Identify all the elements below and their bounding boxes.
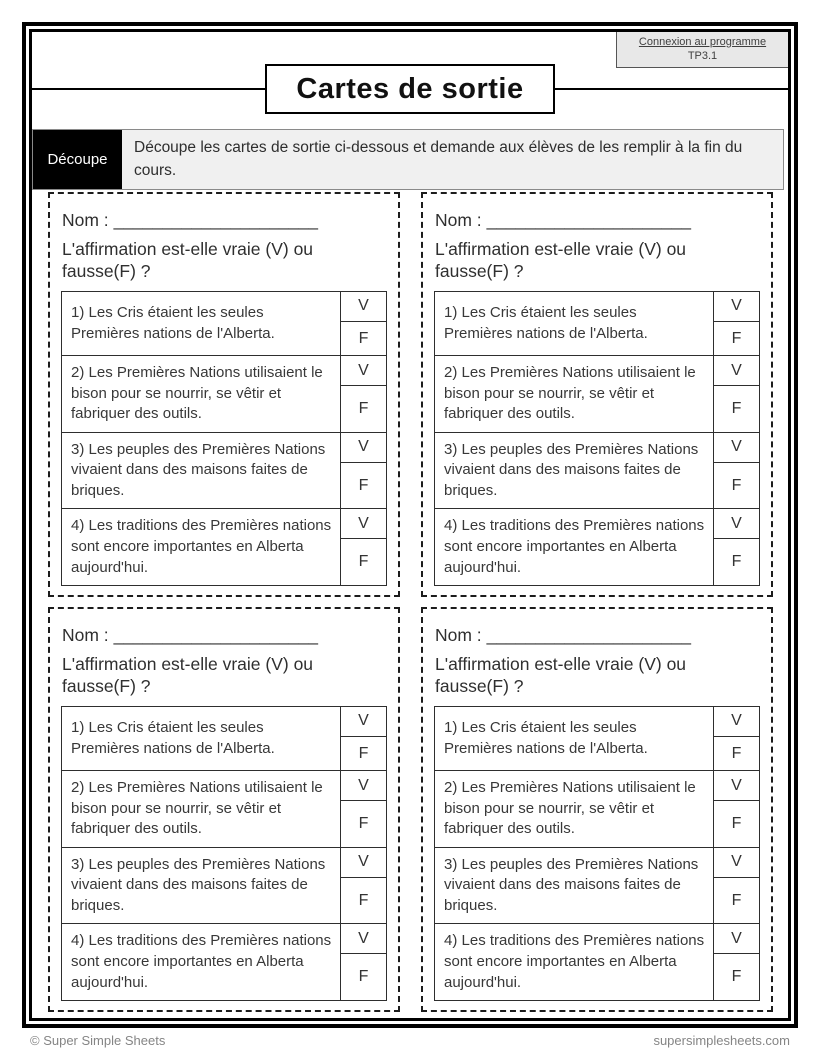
question-row xyxy=(62,770,386,847)
true-cell: V xyxy=(714,509,759,539)
exit-card xyxy=(421,192,773,597)
vf-column xyxy=(340,509,386,585)
vf-column xyxy=(340,771,386,847)
name-label: Nom : xyxy=(435,210,482,230)
question-table xyxy=(61,706,387,1001)
name-blank: _____________________ xyxy=(486,625,691,645)
name-label: Nom : xyxy=(435,625,482,645)
name-line xyxy=(435,210,759,231)
true-cell: V xyxy=(714,771,759,801)
name-blank: _____________________ xyxy=(113,625,318,645)
false-cell: F xyxy=(358,891,369,909)
name-line xyxy=(435,625,759,646)
title-section xyxy=(32,64,788,114)
vf-column xyxy=(340,292,386,356)
page-title: Cartes de sortie xyxy=(265,64,555,114)
exit-card xyxy=(421,607,773,1012)
footer-copyright: © Super Simple Sheets xyxy=(30,1033,166,1048)
question-statement: 4) Les traditions des Premières nations sont encore importantes en Alberta aujourd'hui. xyxy=(71,517,332,576)
program-connection-box xyxy=(616,32,788,68)
question-row xyxy=(435,432,759,509)
false-cell: F xyxy=(731,476,742,494)
question-row xyxy=(435,508,759,585)
prompt-text: L'affirmation est-elle vraie (V) ou fausse(F) ? xyxy=(435,239,687,282)
false-cell: F xyxy=(731,553,742,571)
false-cell: F xyxy=(358,553,369,571)
true-cell: V xyxy=(341,509,386,539)
name-blank: _____________________ xyxy=(113,210,318,230)
true-cell: V xyxy=(341,924,386,954)
question-row xyxy=(435,923,759,1000)
question-statement: 2) Les Premières Nations utilisaient le bison pour se nourrir, se vêtir et fabriquer des outils. xyxy=(71,779,323,838)
question-row xyxy=(435,707,759,771)
question-statement: 1) Les Cris étaient les seules Premières nations de l'Alberta. xyxy=(444,718,648,757)
false-cell: F xyxy=(731,815,742,833)
sheet-inner-frame xyxy=(29,29,791,1021)
program-connection-link[interactable]: Connexion au programme xyxy=(638,36,767,48)
false-cell: F xyxy=(731,744,742,762)
question-statement: 3) Les peuples des Premières Nations vivaient dans des maisons faites de briques. xyxy=(71,440,326,499)
question-row xyxy=(435,770,759,847)
question-statement: 2) Les Premières Nations utilisaient le bison pour se nourrir, se vêtir et fabriquer des outils. xyxy=(444,779,696,838)
exit-card xyxy=(48,607,400,1012)
exit-card xyxy=(48,192,400,597)
question-row xyxy=(62,292,386,356)
question-statement: 2) Les Premières Nations utilisaient le bison pour se nourrir, se vêtir et fabriquer des outils. xyxy=(444,364,696,423)
false-cell: F xyxy=(358,968,369,986)
question-row xyxy=(435,847,759,924)
true-cell: V xyxy=(714,707,759,737)
prompt-text: L'affirmation est-elle vraie (V) ou fausse(F) ? xyxy=(435,654,687,697)
question-statement: 3) Les peuples des Premières Nations vivaient dans des maisons faites de briques. xyxy=(71,855,326,914)
program-code: TP3.1 xyxy=(687,49,718,62)
vf-column xyxy=(340,707,386,771)
false-cell: F xyxy=(731,891,742,909)
name-label: Nom : xyxy=(62,625,109,645)
true-cell: V xyxy=(341,848,386,878)
footer xyxy=(30,1033,790,1048)
name-line xyxy=(62,210,386,231)
name-blank: _____________________ xyxy=(486,210,691,230)
question-table xyxy=(434,291,760,586)
true-cell: V xyxy=(714,924,759,954)
question-row xyxy=(62,432,386,509)
question-table xyxy=(61,291,387,586)
question-statement: 2) Les Premières Nations utilisaient le bison pour se nourrir, se vêtir et fabriquer des outils. xyxy=(71,364,323,423)
question-row xyxy=(435,292,759,356)
question-statement: 4) Les traditions des Premières nations sont encore importantes en Alberta aujourd'hui. xyxy=(71,932,332,991)
true-cell: V xyxy=(341,771,386,801)
vf-column xyxy=(713,292,759,356)
cut-label: Découpe xyxy=(33,130,122,189)
name-line xyxy=(62,625,386,646)
question-row xyxy=(435,355,759,432)
false-cell: F xyxy=(358,744,369,762)
false-cell: F xyxy=(731,400,742,418)
vf-column xyxy=(340,356,386,432)
question-table xyxy=(434,706,760,1001)
vf-column xyxy=(340,924,386,1000)
question-statement: 1) Les Cris étaient les seules Premières nations de l'Alberta. xyxy=(71,303,275,342)
true-cell: V xyxy=(714,433,759,463)
false-cell: F xyxy=(358,329,369,347)
vf-column xyxy=(713,433,759,509)
vf-column xyxy=(713,509,759,585)
instruction-text: Découpe les cartes de sortie ci-dessous et demande aux élèves de les remplir à la fin du cours. xyxy=(134,139,743,180)
prompt-text: L'affirmation est-elle vraie (V) ou fausse(F) ? xyxy=(62,654,314,697)
vf-column xyxy=(340,848,386,924)
false-cell: F xyxy=(731,329,742,347)
true-cell: V xyxy=(341,292,386,322)
vf-column xyxy=(340,433,386,509)
vf-column xyxy=(713,924,759,1000)
question-statement: 1) Les Cris étaient les seules Premières nations de l'Alberta. xyxy=(71,718,275,757)
question-statement: 3) Les peuples des Premières Nations vivaient dans des maisons faites de briques. xyxy=(444,855,699,914)
false-cell: F xyxy=(358,476,369,494)
vf-column xyxy=(713,771,759,847)
question-row xyxy=(62,355,386,432)
vf-column xyxy=(713,707,759,771)
footer-website: supersimplesheets.com xyxy=(653,1033,790,1048)
prompt-text: L'affirmation est-elle vraie (V) ou fausse(F) ? xyxy=(62,239,314,282)
true-cell: V xyxy=(341,707,386,737)
true-cell: V xyxy=(341,356,386,386)
true-cell: V xyxy=(714,356,759,386)
question-statement: 3) Les peuples des Premières Nations vivaient dans des maisons faites de briques. xyxy=(444,440,699,499)
sheet-outer-frame xyxy=(22,22,798,1028)
question-statement: 4) Les traditions des Premières nations sont encore importantes en Alberta aujourd'hui. xyxy=(444,517,705,576)
true-cell: V xyxy=(341,433,386,463)
false-cell: F xyxy=(731,968,742,986)
question-row xyxy=(62,847,386,924)
true-cell: V xyxy=(714,848,759,878)
name-label: Nom : xyxy=(62,210,109,230)
false-cell: F xyxy=(358,815,369,833)
cards-grid xyxy=(48,192,773,1012)
question-statement: 4) Les traditions des Premières nations sont encore importantes en Alberta aujourd'hui. xyxy=(444,932,705,991)
vf-column xyxy=(713,848,759,924)
instruction-bar xyxy=(32,129,784,190)
true-cell: V xyxy=(714,292,759,322)
question-row xyxy=(62,923,386,1000)
false-cell: F xyxy=(358,400,369,418)
question-row xyxy=(62,508,386,585)
vf-column xyxy=(713,356,759,432)
question-row xyxy=(62,707,386,771)
question-statement: 1) Les Cris étaient les seules Premières nations de l'Alberta. xyxy=(444,303,648,342)
